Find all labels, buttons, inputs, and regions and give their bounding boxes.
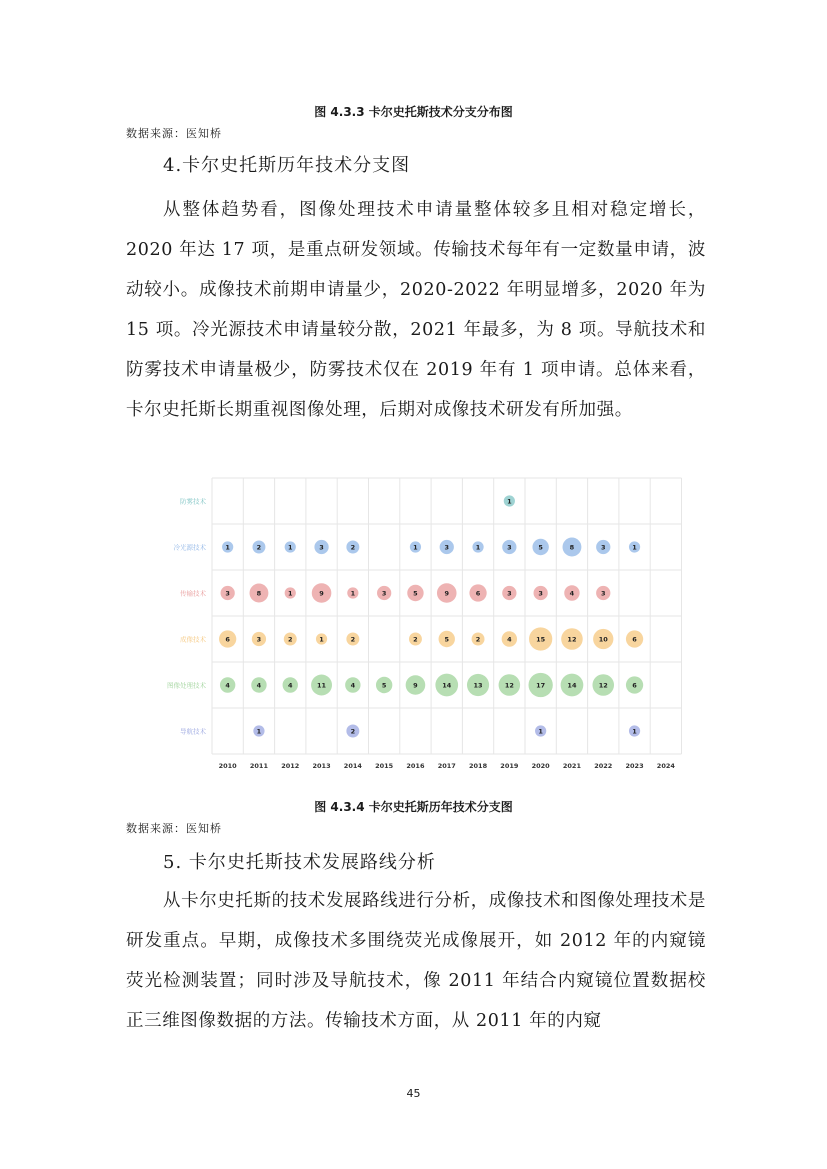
x-tick-label: 2013 — [312, 762, 331, 770]
bubble-value-label: 14 — [567, 681, 577, 690]
bubble-value-label: 3 — [600, 543, 606, 552]
bubble-value-label: 1 — [256, 727, 262, 736]
bubble-value-label: 1 — [287, 543, 293, 552]
bubble-value-label: 4 — [569, 589, 575, 598]
bubble-value-label: 6 — [225, 635, 230, 644]
figure-caption-top: 图 4.3.3 卡尔史托斯技术分支分布图 — [314, 105, 513, 119]
x-tick-label: 2022 — [594, 762, 613, 770]
series-label: 图像处理技术 — [167, 681, 206, 690]
bubble-value-label: 1 — [413, 543, 418, 552]
figure-source-top: 数据来源：医知桥 — [126, 127, 222, 140]
x-tick-label: 2021 — [562, 762, 581, 770]
bubble-value-label: 1 — [538, 727, 543, 736]
bubble-value-label: 5 — [381, 681, 387, 690]
bubble-value-label: 11 — [317, 681, 327, 690]
series-label: 成像技术 — [180, 635, 206, 644]
bubble-value-label: 15 — [536, 635, 546, 644]
bubble-value-label: 4 — [225, 681, 230, 690]
bubble-value-label: 2 — [475, 635, 481, 644]
bubble-value-label: 4 — [350, 681, 356, 690]
bubble-value-label: 1 — [319, 635, 324, 644]
section-5-heading: 5. 卡尔史托斯技术发展路线分析 — [163, 852, 436, 873]
bubble-value-label: 3 — [600, 589, 606, 598]
bubble-value-label: 3 — [444, 543, 450, 552]
bubble-value-label: 4 — [256, 681, 262, 690]
bubble-value-label: 12 — [598, 681, 608, 690]
bubble-value-label: 1 — [475, 543, 481, 552]
x-tick-label: 2017 — [437, 762, 456, 770]
page-number: 45 — [406, 1087, 421, 1100]
x-tick-label: 2014 — [343, 762, 362, 770]
bubble-value-label: 3 — [256, 635, 262, 644]
bubble-value-label: 12 — [504, 681, 514, 690]
bubble-value-label: 6 — [632, 681, 637, 690]
section-4-heading: 4.卡尔史托斯历年技术分支图 — [163, 155, 411, 176]
bubble-value-label: 3 — [225, 589, 230, 598]
figure-source-bottom: 数据来源：医知桥 — [126, 822, 222, 835]
series-label: 冷光源技术 — [173, 543, 206, 552]
bubble-value-label: 2 — [287, 635, 293, 644]
x-tick-label: 2023 — [625, 762, 644, 770]
bubble-value-label: 3 — [538, 589, 543, 598]
bubble-value-label: 14 — [442, 681, 452, 690]
bubble-value-label: 2 — [350, 727, 356, 736]
bubble-value-label: 1 — [632, 727, 637, 736]
series-label: 传输技术 — [180, 589, 206, 598]
bubble-value-label: 1 — [287, 589, 293, 598]
bubble-value-label: 12 — [567, 635, 577, 644]
series-label: 导航技术 — [180, 727, 206, 736]
bubble-value-label: 3 — [507, 589, 512, 598]
x-tick-label: 2016 — [406, 762, 425, 770]
bubble-value-label: 4 — [287, 681, 293, 690]
x-tick-label: 2015 — [375, 762, 394, 770]
bubble-value-label: 5 — [444, 635, 450, 644]
bubble-value-label: 6 — [475, 589, 481, 598]
x-tick-label: 2018 — [469, 762, 488, 770]
bubble-value-label: 8 — [569, 543, 575, 552]
x-tick-label: 2024 — [656, 762, 675, 770]
bubble-value-label: 8 — [256, 589, 262, 598]
bubble-value-label: 2 — [256, 543, 262, 552]
section-5-paragraph: 从卡尔史托斯的技术发展路线进行分析，成像技术和图像处理技术是研发重点。早期，成像技术多围绕荧光成像展开，如 2012 年的内窥镜荧光检测装置；同时涉及导航技术，像 2011 年结合内窥镜位置数据校正三维图像数据的方法。传输技术方面，从 2011 年的内窥 — [126, 891, 706, 1031]
bubble-value-label: 3 — [319, 543, 324, 552]
bubble-value-label: 2 — [350, 543, 356, 552]
x-tick-label: 2012 — [281, 762, 300, 770]
section-4-paragraph: 从整体趋势看，图像处理技术申请量整体较多且相对稳定增长，2020 年达 17 项，是重点研发领域。传输技术每年有一定数量申请，波动较小。成像技术前期申请量少，2020-2022 年明显增多，2020 年为 15 项。冷光源技术申请量较分散，2021 年最多，为 8 项。导航技术和防雾技术申请量极少，防雾技术仅在 2019 年有 1 项申请。总体来看，卡尔史托斯长期重视图像处理，后期对成像技术研发有所加强。 — [126, 200, 706, 420]
x-tick-label: 2010 — [218, 762, 237, 770]
bubble-value-label: 10 — [598, 635, 608, 644]
bubble-value-label: 2 — [413, 635, 418, 644]
bubble-value-label: 3 — [381, 589, 387, 598]
bubble-value-label: 1 — [632, 543, 637, 552]
bubble-value-label: 6 — [632, 635, 637, 644]
bubble-value-label: 5 — [538, 543, 543, 552]
bubble-value-label: 9 — [413, 681, 418, 690]
series-label: 防雾技术 — [180, 497, 206, 506]
bubble-value-label: 9 — [444, 589, 450, 598]
tech-branch-bubble-chart — [150, 470, 690, 770]
bubble-value-label: 2 — [350, 635, 356, 644]
bubble-value-label: 4 — [507, 635, 512, 644]
bubble-value-label: 1 — [225, 543, 230, 552]
bubble-value-label: 5 — [413, 589, 418, 598]
x-tick-label: 2011 — [249, 762, 268, 770]
bubble-value-label: 13 — [473, 681, 483, 690]
x-tick-label: 2019 — [500, 762, 519, 770]
bubble-value-label: 1 — [350, 589, 356, 598]
bubble-value-label: 3 — [507, 543, 512, 552]
bubble-value-label: 9 — [319, 589, 324, 598]
bubble-value-label: 17 — [536, 681, 546, 690]
x-tick-label: 2020 — [531, 762, 550, 770]
bubble-value-label: 1 — [507, 497, 512, 506]
figure-caption-bottom: 图 4.3.4 卡尔史托斯历年技术分支图 — [314, 800, 513, 814]
